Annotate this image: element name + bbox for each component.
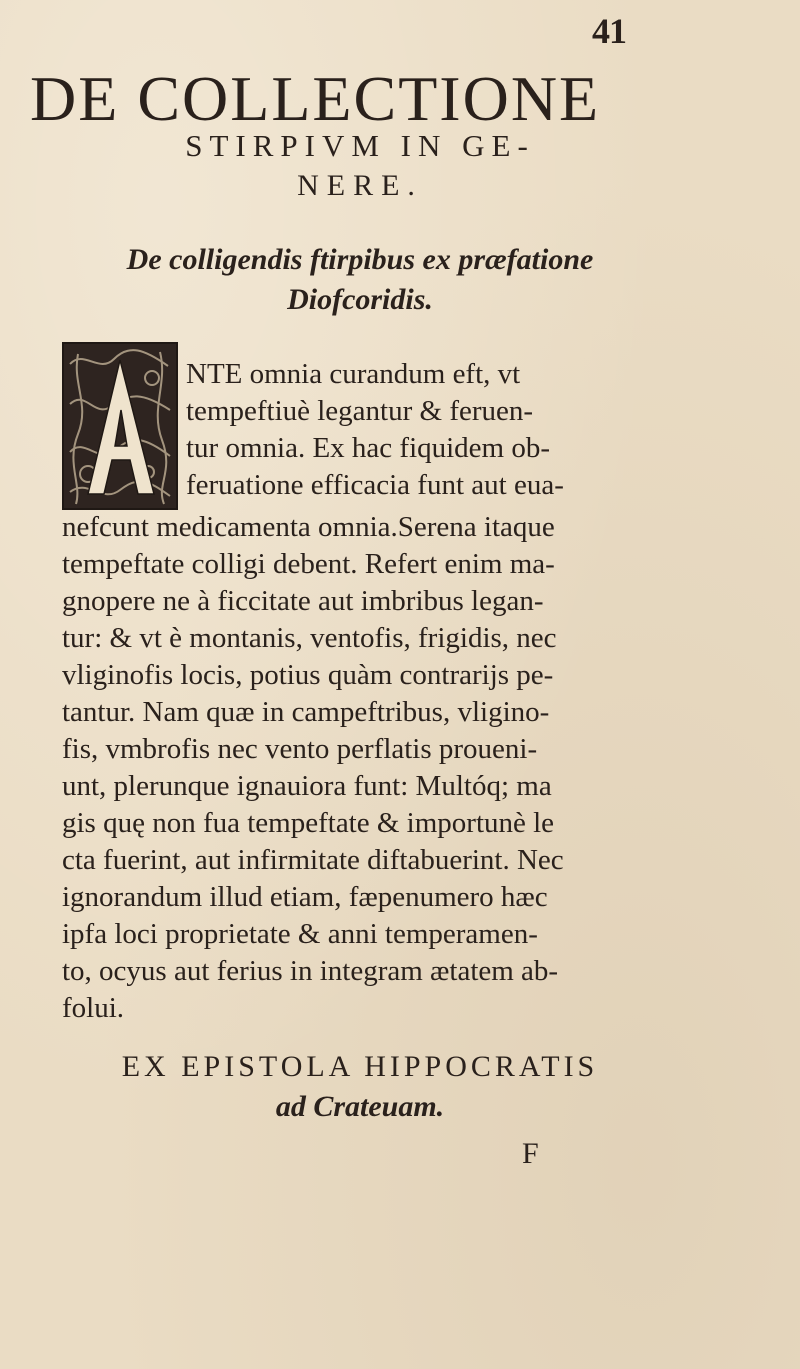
chapter-subtitle-line-2: NERE. [297,169,423,202]
section-heading-line-1: De colligendis ftirpibus ex præfatione [126,243,594,276]
next-section-heading: EX EPISTOLA HIPPOCRATIS [121,1050,599,1083]
page-number: 41 [592,11,626,51]
body-line: feruatione efficacia funt aut eua- [186,469,564,501]
signature-mark: F [522,1137,539,1170]
body-line: nefcunt medicamenta omnia.Serena itaque [62,511,555,543]
next-section-subheading: ad Crateuam. [275,1090,445,1123]
chapter-subtitle-line-1: STIRPIVM IN GE- [185,128,535,163]
body-line: tempeftiuè legantur & feruen- [186,395,534,427]
body-line: cta fuerint, aut infirmitate diftabuerint. Nec [62,844,564,876]
body-line: tur: & vt è montanis, ventofis, frigidis, nec [62,622,557,654]
chapter-title: DE COLLECTIONE [30,63,601,134]
body-line: vliginofis locis, potius quàm contrarijs pe- [62,659,554,691]
body-line: gnopere ne à ficcitate aut imbribus legan- [62,585,544,617]
body-line: fis, vmbrofis nec vento perflatis proueni- [62,733,538,765]
body-line: NTE omnia curandum eft, vt [186,358,521,390]
decorated-initial-ornament-icon [64,344,176,508]
body-line: ipfa loci proprietate & anni temperamen- [62,918,538,950]
body-line: ignorandum illud etiam, fæpenumero hæc [62,881,548,913]
section-heading [60,240,660,320]
body-line: gis quę non fua tempeftate & importunè le [62,807,555,839]
section-heading-line-2: Diofcoridis. [287,283,433,316]
body-line: folui. [62,992,125,1024]
body-line: tantur. Nam quæ in campeftribus, vligino- [62,696,550,728]
body-line: to, ocyus aut ferius in integram ætatem ab- [62,955,559,987]
body-line: tempeftate colligi debent. Refert enim ma- [62,548,555,580]
body-line: tur omnia. Ex hac fiquidem ob- [186,432,551,464]
decorated-initial-a [62,342,178,510]
body-line: unt, plerunque ignauiora funt: Multóq; ma [62,770,552,802]
